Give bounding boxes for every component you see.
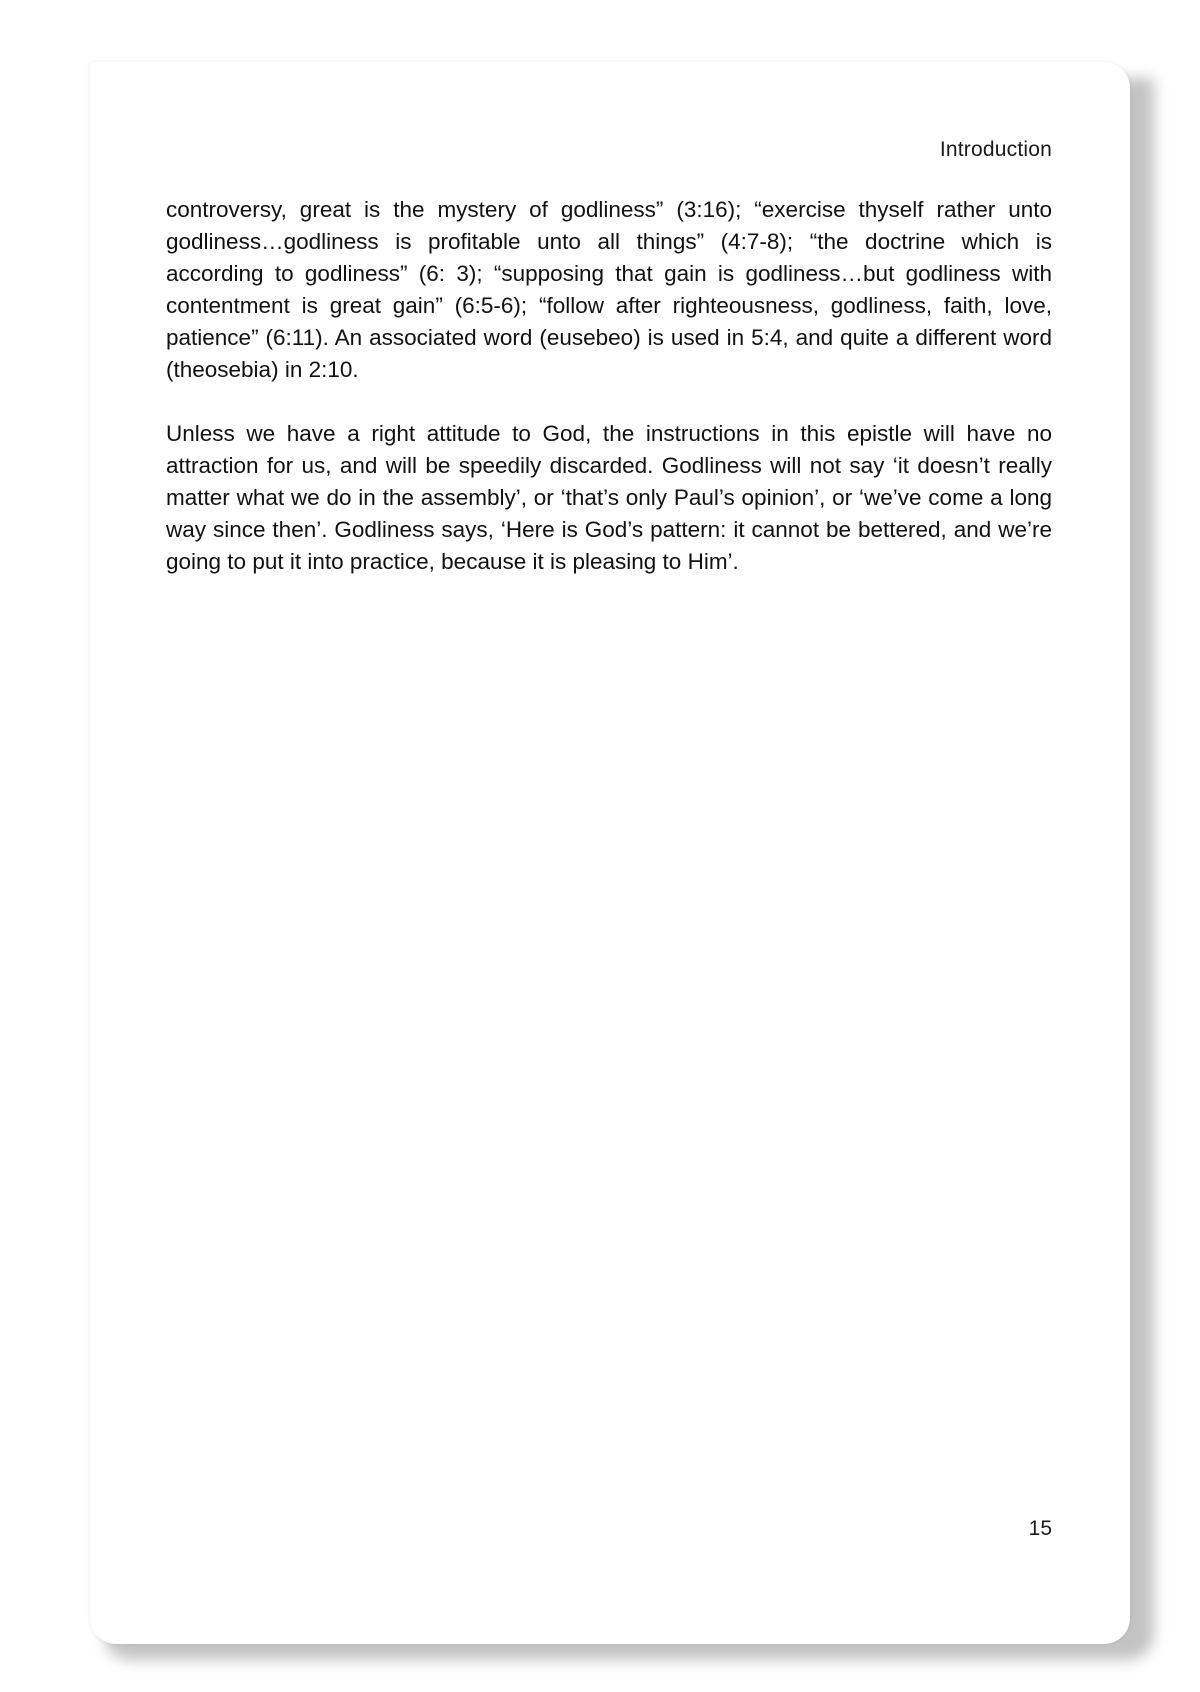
body-text [166, 194, 1052, 578]
paragraph-2: Unless we have a right attitude to God, the instructions in this epistle will have no attraction for us, and will be speedily discarded. Godliness will not say ‘it doesn’t really matter what we do in the assembly’, or ‘that’s only Paul’s opinion’, or ‘we’ve come a long way since then’. Godliness says, ‘Here is God’s pattern: it cannot be bettered, and we’re going to put it into practice, because it is pleasing to Him’. [166, 421, 1052, 574]
document-page [90, 62, 1130, 1644]
page-number: 15 [1028, 1517, 1052, 1540]
running-header: Introduction [939, 138, 1052, 161]
paragraph-1: controversy, great is the mystery of godliness” (3:16); “exercise thyself rather unto godliness…godliness is profitable unto all things” (4:7-8); “the doctrine which is according to godliness” (6: 3); “supposing that gain is godliness…but godliness with contentment is great gain” (6:5-6); “follow after righteousness, godliness, faith, love, patience” (6:11). An associated word (eusebeo) is used in 5:4, and quite a different word (theosebia) in 2:10. [166, 197, 1052, 382]
